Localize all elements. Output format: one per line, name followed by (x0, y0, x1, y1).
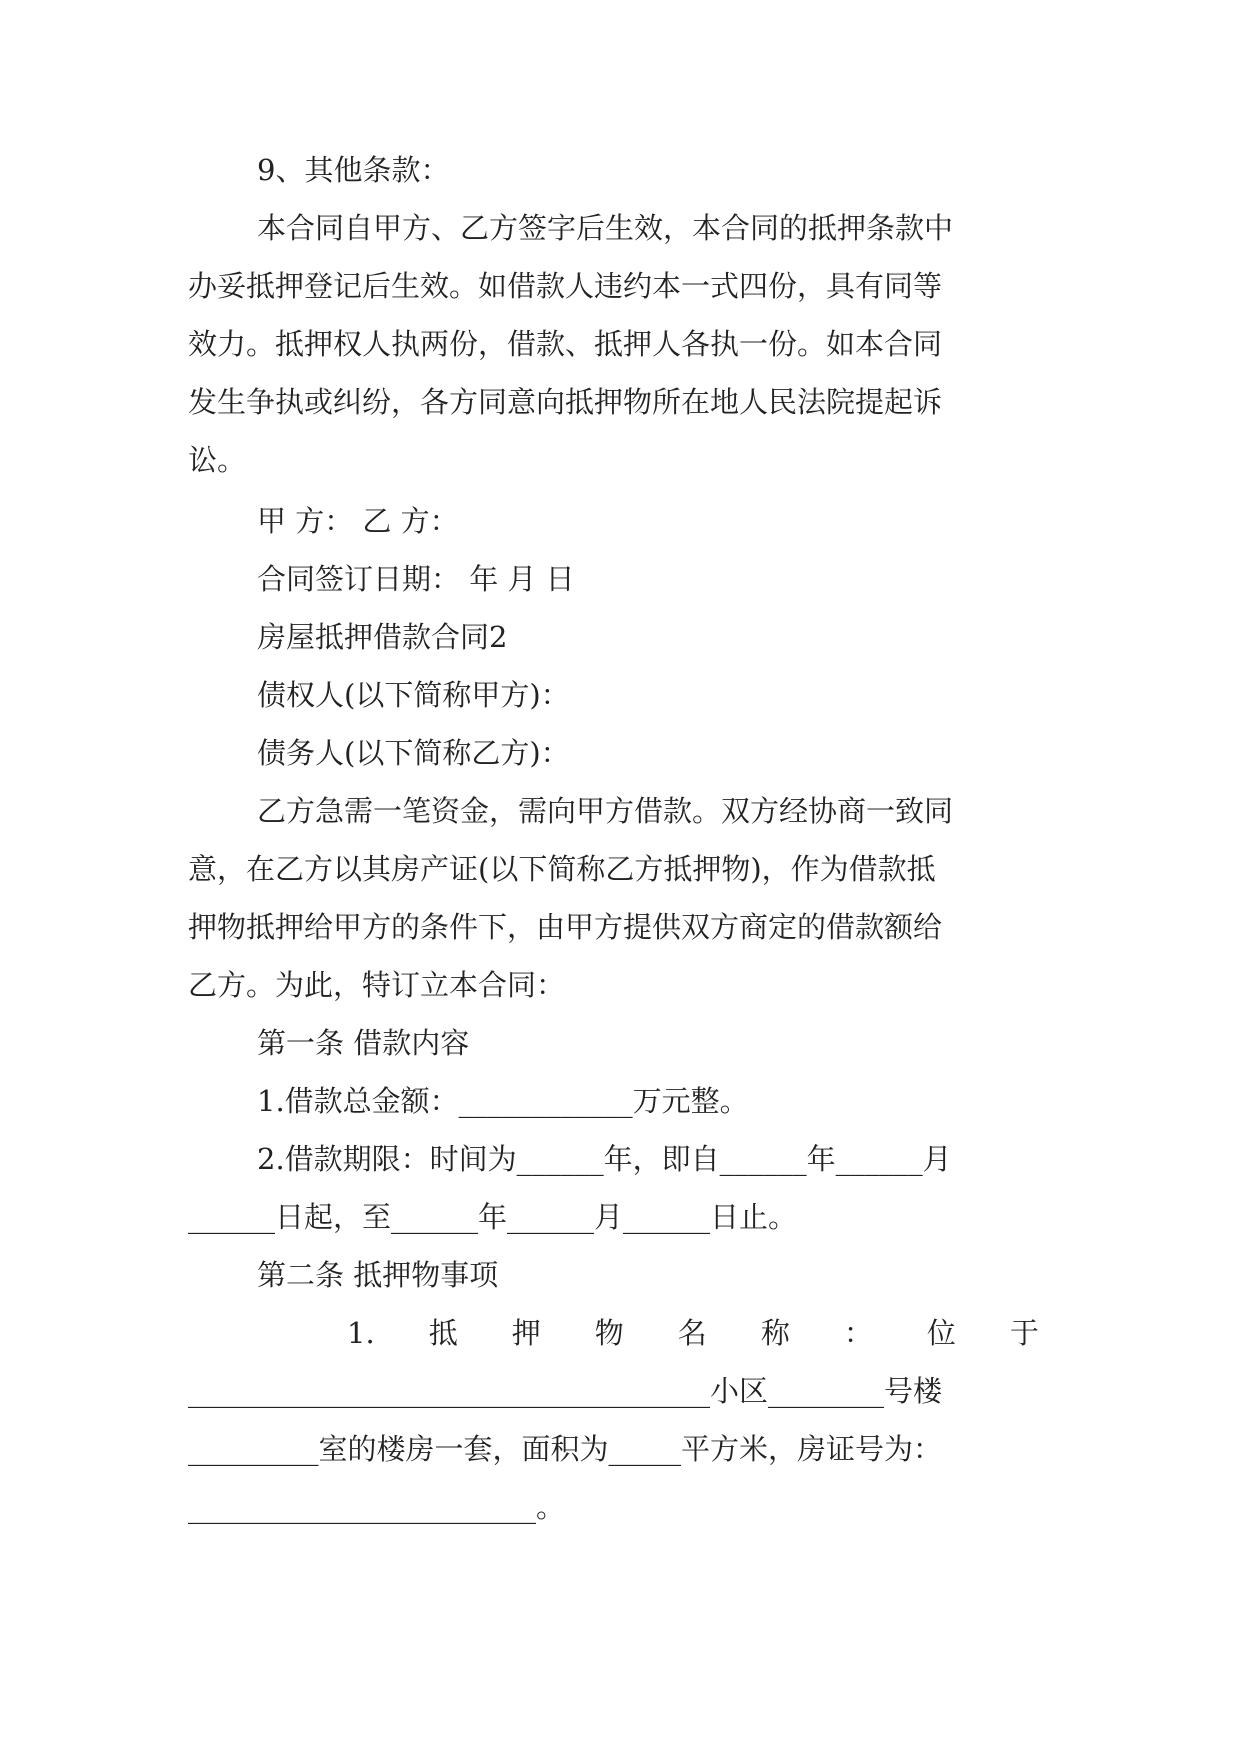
paragraph-line: 办妥抵押登记后生效。如借款人违约本一式四份，具有同等 (188, 269, 943, 303)
collateral-address-line: ____________________________________小区________号楼 (188, 1374, 943, 1408)
article-2-heading: 第二条 抵押物事项 (257, 1258, 499, 1292)
spaced-char: 名 (677, 1316, 707, 1350)
collateral-cert-line: ________________________。 (188, 1490, 566, 1524)
loan-amount-line: 1.借款总金额：____________万元整。 (257, 1084, 749, 1118)
collateral-area-line: _________室的楼房一套，面积为_____平方米，房证号为： (188, 1432, 943, 1466)
spaced-char: ： (843, 1316, 873, 1350)
spaced-char: 物 (594, 1316, 624, 1350)
spaced-char: 抵 (428, 1316, 458, 1350)
paragraph-line: 本合同自甲方、乙方签字后生效，本合同的抵押条款中 (257, 211, 954, 245)
spaced-char: 1. (347, 1316, 375, 1350)
spaced-char: 位 (926, 1316, 956, 1350)
paragraph-line: 乙方急需一笔资金，需向甲方借款。双方经协商一致同 (257, 794, 954, 828)
spaced-char: 于 (1009, 1316, 1039, 1350)
debtor-line: 债务人(以下简称乙方)： (257, 736, 570, 770)
paragraph-line: 意，在乙方以其房产证(以下简称乙方抵押物)，作为借款抵 (188, 852, 936, 886)
paragraph-line: 发生争执或纠纷，各方同意向抵押物所在地人民法院提起诉 (188, 385, 943, 419)
creditor-line: 债权人(以下简称甲方)： (257, 678, 570, 712)
loan-term-line-continued: ______日起，至______年______月______日止。 (188, 1200, 798, 1234)
signature-parties: 甲 方： 乙 方： (257, 504, 459, 538)
clause-9-heading: 9、其他条款： (257, 153, 450, 187)
paragraph-line: 讼。 (188, 443, 247, 477)
paragraph-line: 效力。抵押权人执两份，借款、抵押人各执一份。如本合同 (188, 327, 943, 361)
spaced-char: 押 (511, 1316, 541, 1350)
spaced-char: 称 (760, 1316, 790, 1350)
signing-date: 合同签订日期： 年 月 日 (257, 562, 575, 596)
contract-title: 房屋抵押借款合同2 (257, 620, 508, 654)
article-1-heading: 第一条 借款内容 (257, 1026, 470, 1060)
paragraph-line: 押物抵押给甲方的条件下，由甲方提供双方商定的借款额给 (188, 910, 943, 944)
collateral-name-line (347, 1315, 1039, 1351)
loan-term-line: 2.借款期限：时间为______年，即自______年______月 (257, 1142, 952, 1176)
paragraph-line: 乙方。为此，特订立本合同： (188, 968, 566, 1002)
